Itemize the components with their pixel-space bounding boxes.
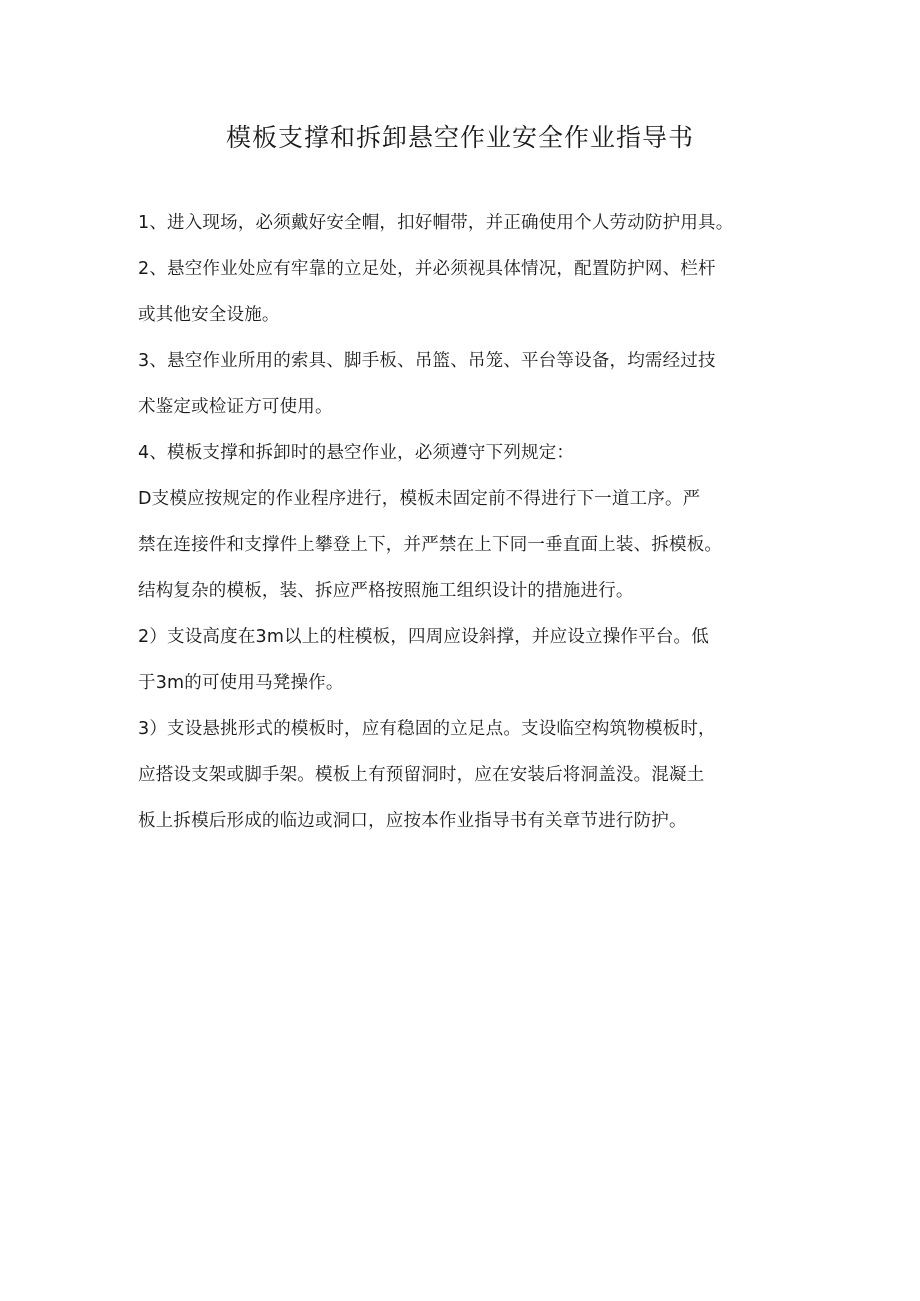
paragraph-line: 结构复杂的模板，装、拆应严格按照施工组织设计的措施进行。 [138,581,634,601]
paragraph-line: 板上拆模后形成的临边或洞口，应按本作业指导书有关章节进行防护。 [138,811,687,831]
paragraph-line: 3）支设悬挑形式的模板时，应有稳固的立足点。支设临空构筑物模板时， [138,719,716,739]
paragraph-3 [138,338,798,430]
paragraph-line: 4、模板支撑和拆卸时的悬空作业，必须遵守下列规定： [138,443,575,463]
document-title: 模板支撑和拆卸悬空作业安全作业指导书 [225,123,694,152]
paragraph-1 [138,200,798,246]
paragraph-line: 禁在连接件和支撑件上攀登上下，并严禁在上下同一垂直面上装、拆模板。 [138,535,723,555]
paragraph-line: 或其他安全设施。 [138,305,280,325]
sub-rule-2 [138,614,798,706]
paragraph-2 [138,246,798,338]
paragraph-line: 术鉴定或检证方可使用。 [138,397,333,417]
sub-rule-1 [138,476,798,614]
paragraph-line: 1、进入现场，必须戴好安全帽，扣好帽带，并正确使用个人劳动防护用具。 [138,213,734,233]
sub-rule-3 [138,706,798,844]
paragraph-line: D支模应按规定的作业程序进行，模板未固定前不得进行下一道工序。严 [138,489,701,509]
paragraph-line: 2、悬空作业处应有牢靠的立足处，并必须视具体情况，配置防护网、栏杆 [138,259,716,279]
paragraph-line: 于3m的可使用马凳操作。 [138,673,344,693]
paragraph-line: 3、悬空作业所用的索具、脚手板、吊篮、吊笼、平台等设备，均需经过技 [138,351,716,371]
document-body [138,200,798,844]
paragraph-line: 2）支设高度在3m以上的柱模板，四周应设斜撑，并应设立操作平台。低 [138,627,709,647]
paragraph-line: 应搭设支架或脚手架。模板上有预留洞时，应在安装后将洞盖没。混凝土 [138,765,705,785]
paragraph-4 [138,430,798,476]
